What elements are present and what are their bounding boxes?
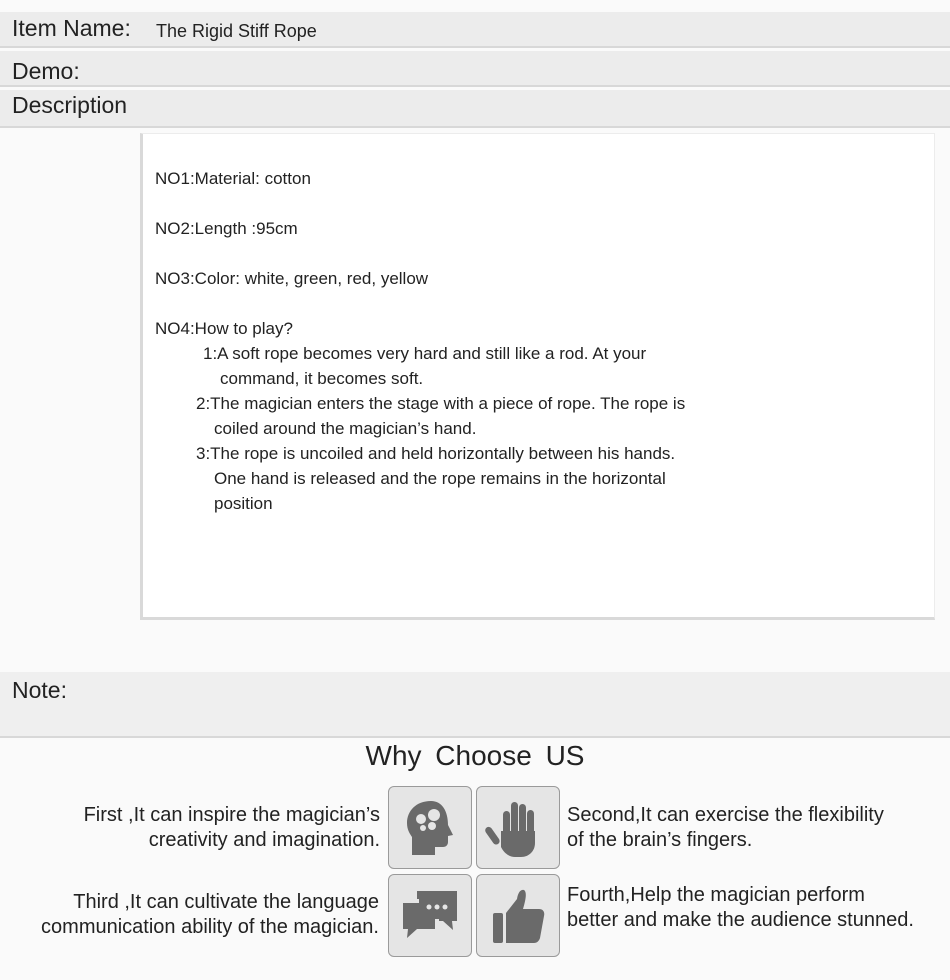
feature-third-text (41, 890, 379, 940)
thumbs-up-icon-tile (476, 874, 560, 957)
demo-label: Demo: (12, 58, 80, 84)
feature-fourth-line-2: better and make the audience stunned. (567, 909, 914, 931)
item-name-row (0, 12, 950, 48)
feature-first-text (84, 803, 380, 853)
spec-color: NO3:Color: white, green, red, yellow (155, 269, 429, 288)
step-2-line-1: 2:The magician enters the stage with a piece of rope. The rope is (196, 394, 686, 413)
chat-bubbles-icon-tile (388, 874, 472, 957)
feature-first-line-1: First ,It can inspire the magician’s (83, 804, 380, 826)
step-3-line-1: 3:The rope is uncoiled and held horizontally between his hands. (196, 444, 676, 463)
demo-row (0, 51, 950, 87)
spec-length: NO2:Length :95cm (155, 219, 298, 238)
description-box (140, 133, 935, 620)
hand-icon (483, 793, 553, 863)
spec-how-to-play: NO4:How to play? (155, 319, 293, 338)
item-name-label: Item Name: (12, 15, 131, 41)
item-name-value: The Rigid Stiff Rope (156, 21, 317, 41)
brain-head-icon (395, 793, 465, 863)
step-2-line-2: coiled around the magician’s hand. (214, 419, 477, 438)
hand-icon-tile (476, 786, 560, 869)
description-row (0, 90, 950, 128)
step-3-line-2: One hand is released and the rope remains in the horizontal (214, 469, 666, 488)
note-label: Note: (12, 677, 67, 703)
feature-fourth-text (567, 883, 914, 933)
feature-third-line-2: communication ability of the magician. (41, 916, 379, 938)
feature-fourth-line-1: Fourth,Help the magician perform (567, 884, 865, 906)
step-3-line-3: position (214, 494, 273, 513)
feature-second-line-2: of the brain’s fingers. (567, 829, 753, 851)
feature-first-line-2: creativity and imagination. (148, 829, 380, 851)
feature-second-line-1: Second,It can exercise the flexibility (567, 804, 884, 826)
why-choose-us-title: Why Choose US (365, 740, 585, 771)
note-row (0, 672, 950, 738)
brain-head-icon-tile (388, 786, 472, 869)
thumbs-up-icon (483, 881, 553, 951)
feature-second-text (567, 803, 884, 853)
spec-material: NO1:Material: cotton (155, 169, 311, 188)
description-label: Description (12, 92, 128, 118)
step-1-line-1: 1:A soft rope becomes very hard and still like a rod. At your (203, 344, 647, 363)
chat-bubbles-icon (395, 881, 465, 951)
step-1-line-2: command, it becomes soft. (220, 369, 424, 388)
feature-third-line-1: Third ,It can cultivate the language (73, 891, 379, 913)
